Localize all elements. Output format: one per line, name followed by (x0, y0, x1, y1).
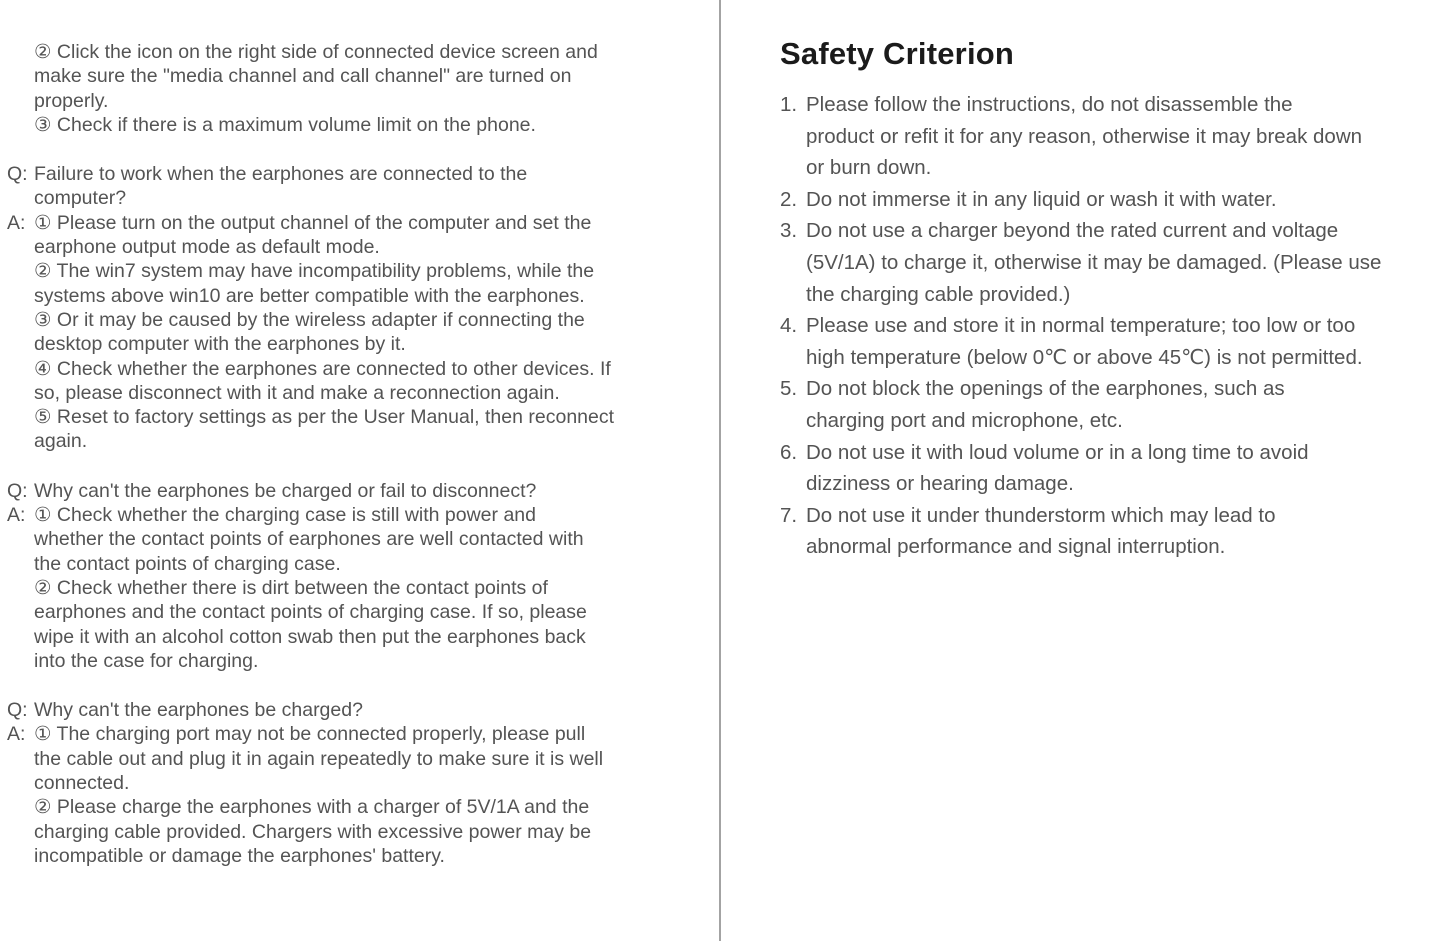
text-line: ① The charging port may not be connected properly, please pull (34, 723, 586, 746)
safety-item (780, 310, 1442, 373)
text-line: ⑤ Reset to factory settings as per the User Manual, then reconnect (34, 406, 615, 429)
text-line: Failure to work when the earphones are connected to the (34, 163, 528, 186)
text-line: the charging cable provided.) (806, 282, 1071, 306)
column-divider (719, 0, 721, 941)
text-line: whether the contact points of earphones are well contacted with (34, 528, 584, 551)
item-number: 2. (780, 187, 798, 211)
text-line: Why can't the earphones be charged or fail to disconnect? (34, 479, 537, 502)
item-number: 6. (780, 440, 798, 464)
item-number: 7. (780, 503, 798, 527)
text-line: ③ Check if there is a maximum volume limit on the phone. (34, 113, 536, 136)
text-line: Do not use it under thunderstorm which may lead to (806, 503, 1276, 527)
text-line: or burn down. (806, 156, 932, 180)
text-line: computer? (34, 187, 127, 210)
faq-question (7, 479, 679, 503)
text-line: Please follow the instructions, do not disassemble the (806, 93, 1293, 116)
faq-question (7, 162, 679, 211)
text-line: ② The win7 system may have incompatibility problems, while the (34, 260, 595, 283)
text-line: properly. (34, 89, 109, 112)
text-line: wipe it with an alcohol cotton swab then put the earphones back (34, 625, 586, 648)
text-line: the contact points of charging case. (34, 552, 341, 575)
item-number: 5. (780, 377, 798, 401)
item-number: 4. (780, 314, 798, 338)
text-line: earphones and the contact points of charging case. If so, please (34, 601, 587, 624)
faq-column (7, 40, 679, 868)
text-line: ② Check whether there is dirt between the contact points of (34, 576, 548, 599)
text-line: charging port and microphone, etc. (806, 408, 1123, 432)
faq-question (7, 698, 679, 722)
faq-answer (7, 503, 679, 673)
safety-heading: Safety Criterion (780, 36, 1015, 71)
text-line: into the case for charging. (34, 649, 259, 672)
text-line: the cable out and plug it in again repeatedly to make sure it is well (34, 747, 604, 770)
text-line: earphone output mode as default mode. (34, 236, 380, 259)
faq-continuation (7, 40, 679, 137)
text-line: incompatible or damage the earphones' battery. (34, 844, 445, 867)
safety-column (780, 36, 1442, 563)
text-line: Do not use it with loud volume or in a long time to avoid (806, 440, 1309, 464)
text-line: again. (34, 430, 88, 453)
item-number: 1. (780, 93, 798, 116)
text-line: ① Check whether the charging case is still with power and (34, 504, 536, 527)
qa-marker: Q: (7, 479, 28, 502)
safety-list (780, 89, 1442, 563)
text-line: charging cable provided. Chargers with excessive power may be (34, 820, 592, 843)
text-line: ② Click the icon on the right side of connected device screen and (34, 41, 598, 63)
text-line: (5V/1A) to charge it, otherwise it may be damaged. (Please use (806, 250, 1382, 274)
text-line: ① Please turn on the output channel of the computer and set the (34, 211, 592, 234)
item-number: 3. (780, 219, 798, 243)
text-line: ② Please charge the earphones with a charger of 5V/1A and the (34, 796, 590, 819)
faq-answer (7, 211, 679, 454)
safety-item (780, 89, 1442, 184)
text-line: Why can't the earphones be charged? (34, 699, 363, 722)
text-line: ④ Check whether the earphones are connected to other devices. If (34, 357, 611, 380)
safety-item (780, 500, 1442, 563)
text-line: Do not block the openings of the earphones, such as (806, 377, 1285, 401)
qa-marker: A: (7, 504, 26, 527)
text-line: Do not use a charger beyond the rated current and voltage (806, 219, 1339, 243)
text-line: systems above win10 are better compatible with the earphones. (34, 284, 585, 307)
text-line: desktop computer with the earphones by it. (34, 333, 406, 356)
text-line: connected. (34, 772, 130, 795)
safety-item (780, 184, 1442, 216)
qa-marker: Q: (7, 163, 28, 186)
safety-item (780, 215, 1442, 310)
text-line: Do not immerse it in any liquid or wash it with water. (806, 187, 1277, 211)
qa-marker: A: (7, 211, 26, 234)
safety-item (780, 437, 1442, 500)
text-line: ③ Or it may be caused by the wireless adapter if connecting the (34, 308, 585, 331)
safety-item (780, 373, 1442, 436)
text-line: high temperature (below 0℃ or above 45℃) is not permitted. (806, 345, 1363, 369)
text-line: abnormal performance and signal interruption. (806, 535, 1226, 559)
text-line: make sure the "media channel and call channel" are turned on (34, 65, 572, 88)
text-line: dizziness or hearing damage. (806, 472, 1074, 496)
qa-marker: A: (7, 723, 26, 746)
qa-marker: Q: (7, 699, 28, 722)
text-line: so, please disconnect with it and make a reconnection again. (34, 381, 560, 404)
text-line: product or refit it for any reason, otherwise it may break down (806, 124, 1363, 148)
faq-answer (7, 722, 679, 868)
text-line: Please use and store it in normal temperature; too low or too (806, 314, 1356, 338)
